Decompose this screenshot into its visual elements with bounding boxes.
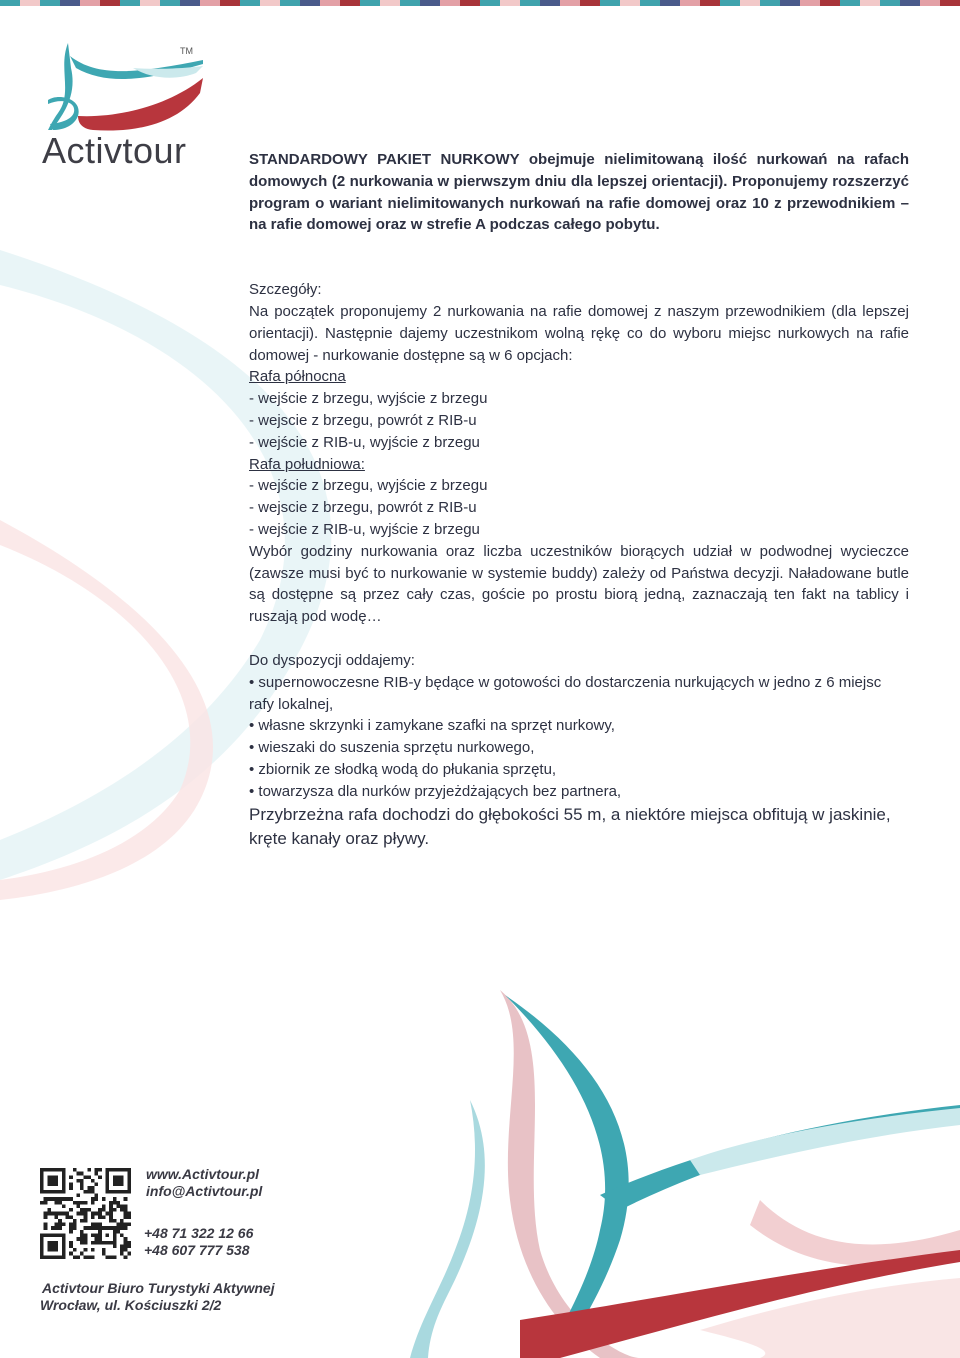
trademark-symbol: TM (180, 46, 193, 56)
list-item: • wieszaki do suszenia sprzętu nurkowego, (249, 739, 535, 757)
email-link[interactable]: info@Activtour.pl (146, 1183, 263, 1199)
list-item: - wejście z brzegu, wyjście z brzegu (249, 477, 488, 495)
phone-2[interactable]: +48 607 777 538 (144, 1242, 250, 1258)
details-heading: Szczegóły: (249, 281, 322, 299)
north-reef-list (249, 388, 909, 453)
south-reef-title: Rafa południowa: (249, 455, 365, 473)
list-item: - wejście z brzegu, wyjście z brzegu (249, 390, 488, 408)
south-reef-list (249, 475, 909, 540)
list-item: • własne skrzynki i zamykane szafki na sprzęt nurkowy, (249, 717, 615, 735)
company-name: Activtour Biuro Turystyki Aktywnej (42, 1280, 275, 1296)
offer-section (249, 650, 909, 851)
intro-paragraph: STANDARDOWY PAKIET NURKOWY obejmuje nielimitowaną ilość nurkowań na rafach domowych (2 nurkowania w pierwszym dniu dla lepszej orientacji). Proponujemy rozszerzyć program o wariant nielimitowanych nurkowań na rafie domowej oraz 10 z przewodnikiem – na rafie domowej oraz w strefie A podczas całego pobytu. (249, 151, 909, 234)
main-content (249, 149, 909, 851)
north-reef-title: Rafa północna (249, 368, 346, 386)
company-address: Wrocław, ul. Kościuszki 2/2 (40, 1297, 222, 1313)
details-paragraph: Na początek proponujemy 2 nurkowania na rafie domowej z naszym przewodnikiem (dla lepszej orientacji). Następnie dajemy uczestnikom wolną rękę co do wyboru miejsc nurkowych na rafie domowej - nurkowanie dostępne są w 6 opcjach: (249, 302, 909, 364)
logo-wordmark: Activtour (42, 130, 187, 171)
list-item: - wejscie z brzegu, powrót z RIB-u (249, 411, 477, 429)
list-item: • zbiornik ze słodką wodą do płukania sprzętu, (249, 760, 557, 778)
list-item: - wejście z RIB-u, wyjście z brzegu (249, 520, 480, 538)
phone-1[interactable]: +48 71 322 12 66 (144, 1225, 254, 1241)
website-link[interactable]: www.Activtour.pl (146, 1166, 260, 1182)
details-section (249, 279, 909, 628)
activtour-logo[interactable] (38, 38, 208, 173)
list-item: • towarzysza dla nurków przyjeżdżających bez partnera, (249, 782, 622, 800)
list-item: - wejście z RIB-u, wyjście z brzegu (249, 433, 480, 451)
choice-paragraph: Wybór godziny nurkowania oraz liczba uczestników biorących udział w podwodnej wycieczce (zawsze musi być to nurkowanie w systemie buddy) zależy od Państwa decyzji. Naładowane butle są dostępne są przez cały czas, goście po prostu biorą jedną, zaznaczają ten fakt na tablicy i ruszają pod wodę… (249, 542, 909, 626)
reef-depth-paragraph: Przybrzeżna rafa dochodzi do głębokości 55 m, a niektóre miejsca obfitują w jaskinie, kręte kanały oraz pływy. (249, 804, 891, 848)
qr-code-icon[interactable] (40, 1168, 131, 1259)
contact-block (0, 1160, 400, 1320)
list-item: • supernowoczesne RIB-y będące w gotowości do dostarczenia nurkujących w jedno z 6 miejsc rafy lokalnej, (249, 673, 882, 713)
list-item: - wejscie z brzegu, powrót z RIB-u (249, 499, 477, 517)
offer-heading: Do dyspozycji oddajemy: (249, 651, 415, 669)
